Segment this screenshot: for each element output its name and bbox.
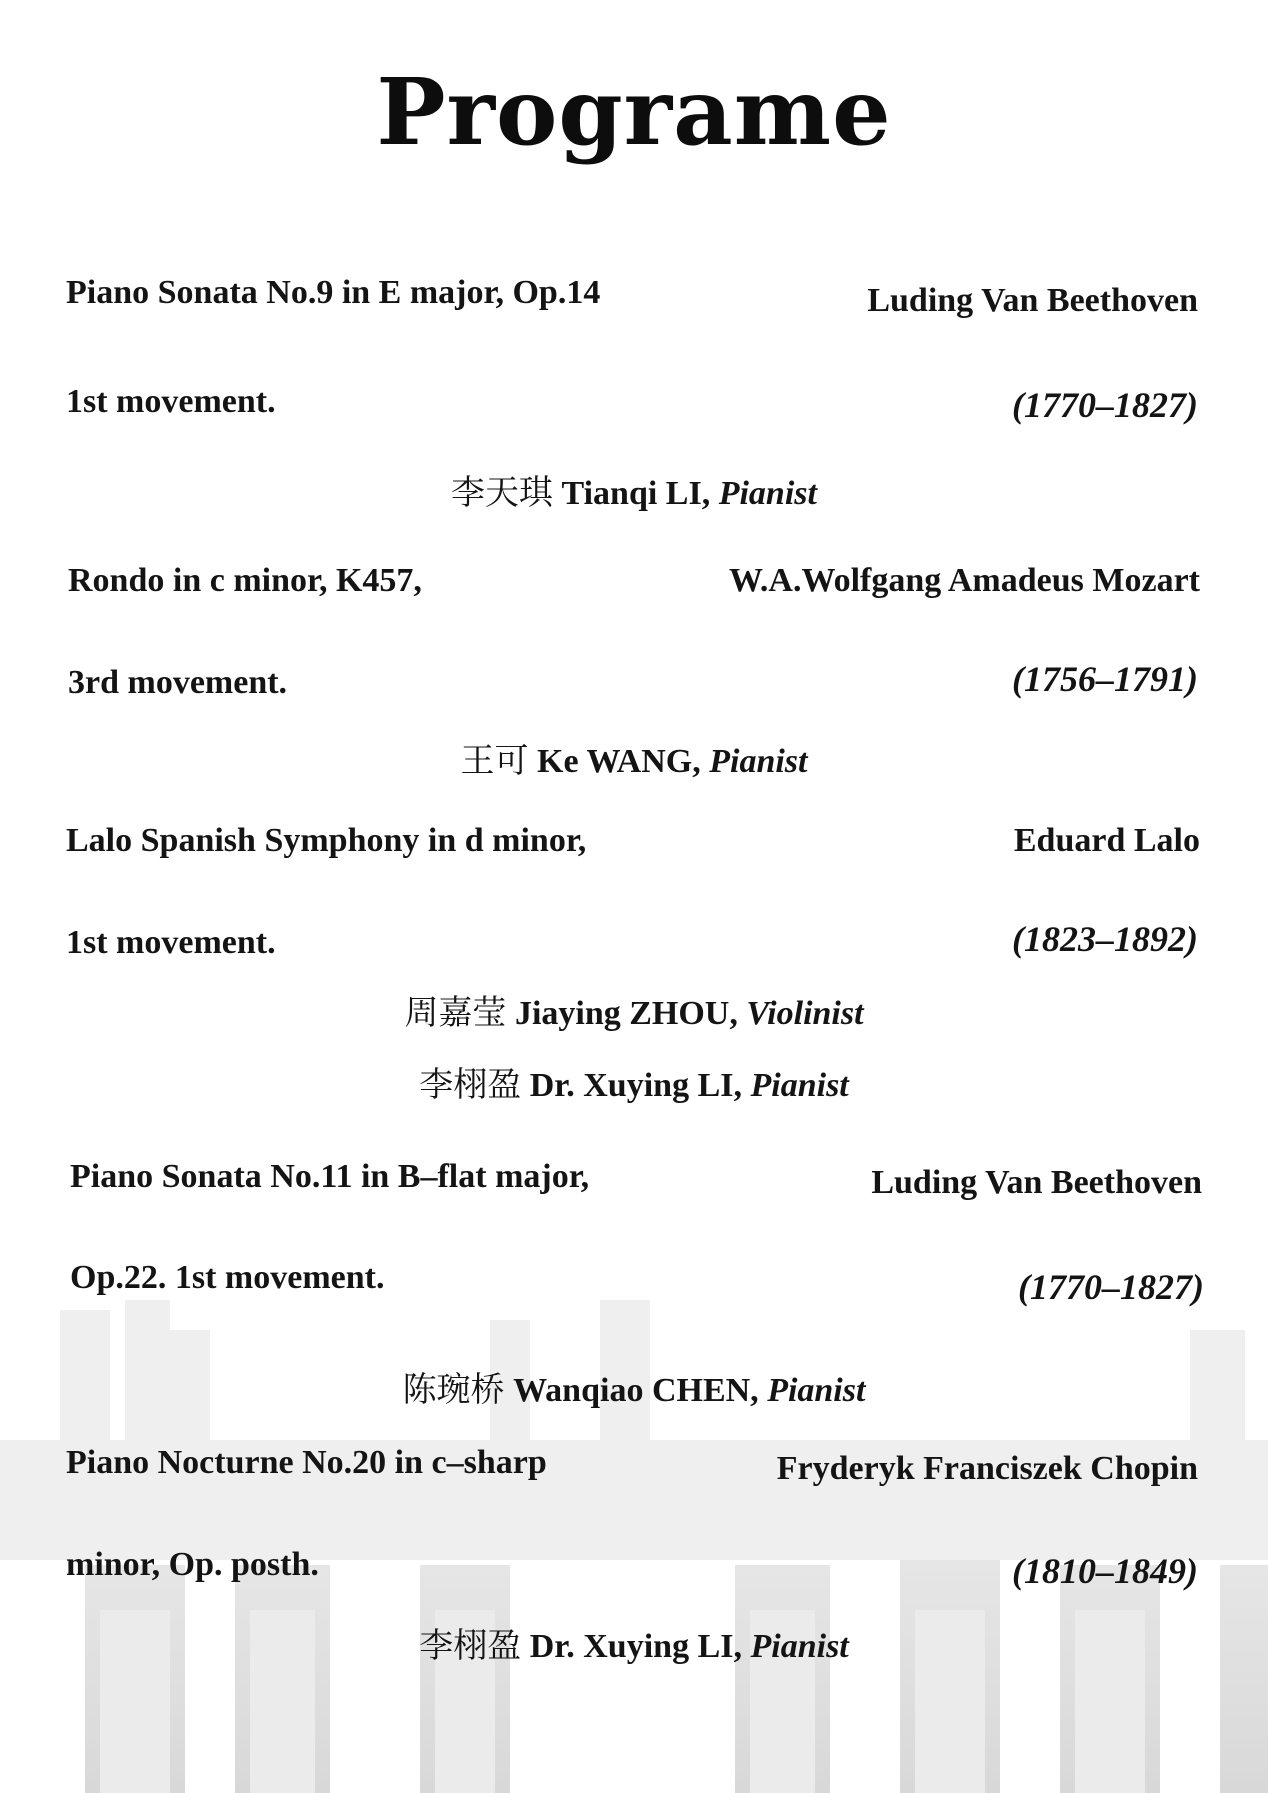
- piece-3-composer: Eduard Lalo: [1013, 822, 1200, 859]
- piece-2-years: (1756–1791): [1012, 659, 1198, 699]
- piece-3-years: (1823–1892): [1012, 919, 1198, 959]
- piece-3-work-line2: 1st movement.: [66, 924, 276, 961]
- piece-5-years: (1810–1849): [1012, 1551, 1198, 1591]
- piece-1-work-line2: 1st movement.: [66, 383, 276, 420]
- performer-name: Ke WANG,: [537, 743, 701, 780]
- performer-role: Pianist: [718, 475, 817, 512]
- performer-name-cn: 陈琬桥: [402, 1370, 505, 1410]
- performer-role: Pianist: [750, 1628, 849, 1665]
- performer-name-cn: 李栩盈: [419, 1065, 522, 1105]
- page-title: Programe: [376, 58, 892, 166]
- piece-2-composer: W.A.Wolfgang Amadeus Mozart: [729, 562, 1200, 599]
- performer-name: Tianqi LI,: [561, 475, 711, 512]
- piece-2-work-line2: 3rd movement.: [68, 664, 288, 701]
- performer-role: Violinist: [746, 995, 864, 1032]
- performer-name: Dr. Xuying LI,: [529, 1628, 742, 1665]
- piece-4-work-line2: Op.22. 1st movement.: [70, 1259, 385, 1296]
- performer-name: Wanqiao CHEN,: [513, 1372, 759, 1409]
- piece-1-composer: Luding Van Beethoven: [867, 282, 1198, 319]
- piece-1-work-line1: Piano Sonata No.9 in E major, Op.14: [66, 274, 601, 311]
- piece-3-performer-1: [0, 985, 1268, 1034]
- piece-1-years: (1770–1827): [1012, 385, 1198, 425]
- piece-2-work-line1: Rondo in c minor, K457,: [68, 562, 422, 599]
- piece-5-work-line1: Piano Nocturne No.20 in c–sharp: [66, 1444, 547, 1481]
- performer-name: Dr. Xuying LI,: [529, 1067, 742, 1104]
- performer-name-cn: 王可: [460, 741, 529, 781]
- piece-5-work-line2: minor, Op. posth.: [66, 1546, 319, 1583]
- performer-name-cn: 周嘉莹: [404, 993, 507, 1033]
- performer-name-cn: 李栩盈: [419, 1626, 522, 1666]
- piece-4-composer: Luding Van Beethoven: [871, 1164, 1202, 1201]
- performer-role: Pianist: [750, 1067, 849, 1104]
- performer-role: Pianist: [767, 1372, 866, 1409]
- piece-4-years: (1770–1827): [1018, 1267, 1204, 1307]
- piece-5-performer-1: [0, 1618, 1268, 1667]
- piece-4-performer-1: [0, 1362, 1268, 1411]
- piece-3-performer-2: [0, 1057, 1268, 1106]
- piece-1-performer-1: [0, 465, 1268, 514]
- performer-role: Pianist: [709, 743, 808, 780]
- piece-3-work-line1: Lalo Spanish Symphony in d minor,: [66, 822, 587, 859]
- performer-name-cn: 李天琪: [451, 473, 554, 513]
- piece-4-work-line1: Piano Sonata No.11 in B–flat major,: [70, 1158, 590, 1195]
- performer-name: Jiaying ZHOU,: [514, 995, 738, 1032]
- piece-2-performer-1: [0, 733, 1268, 782]
- piece-5-composer: Fryderyk Franciszek Chopin: [776, 1450, 1198, 1487]
